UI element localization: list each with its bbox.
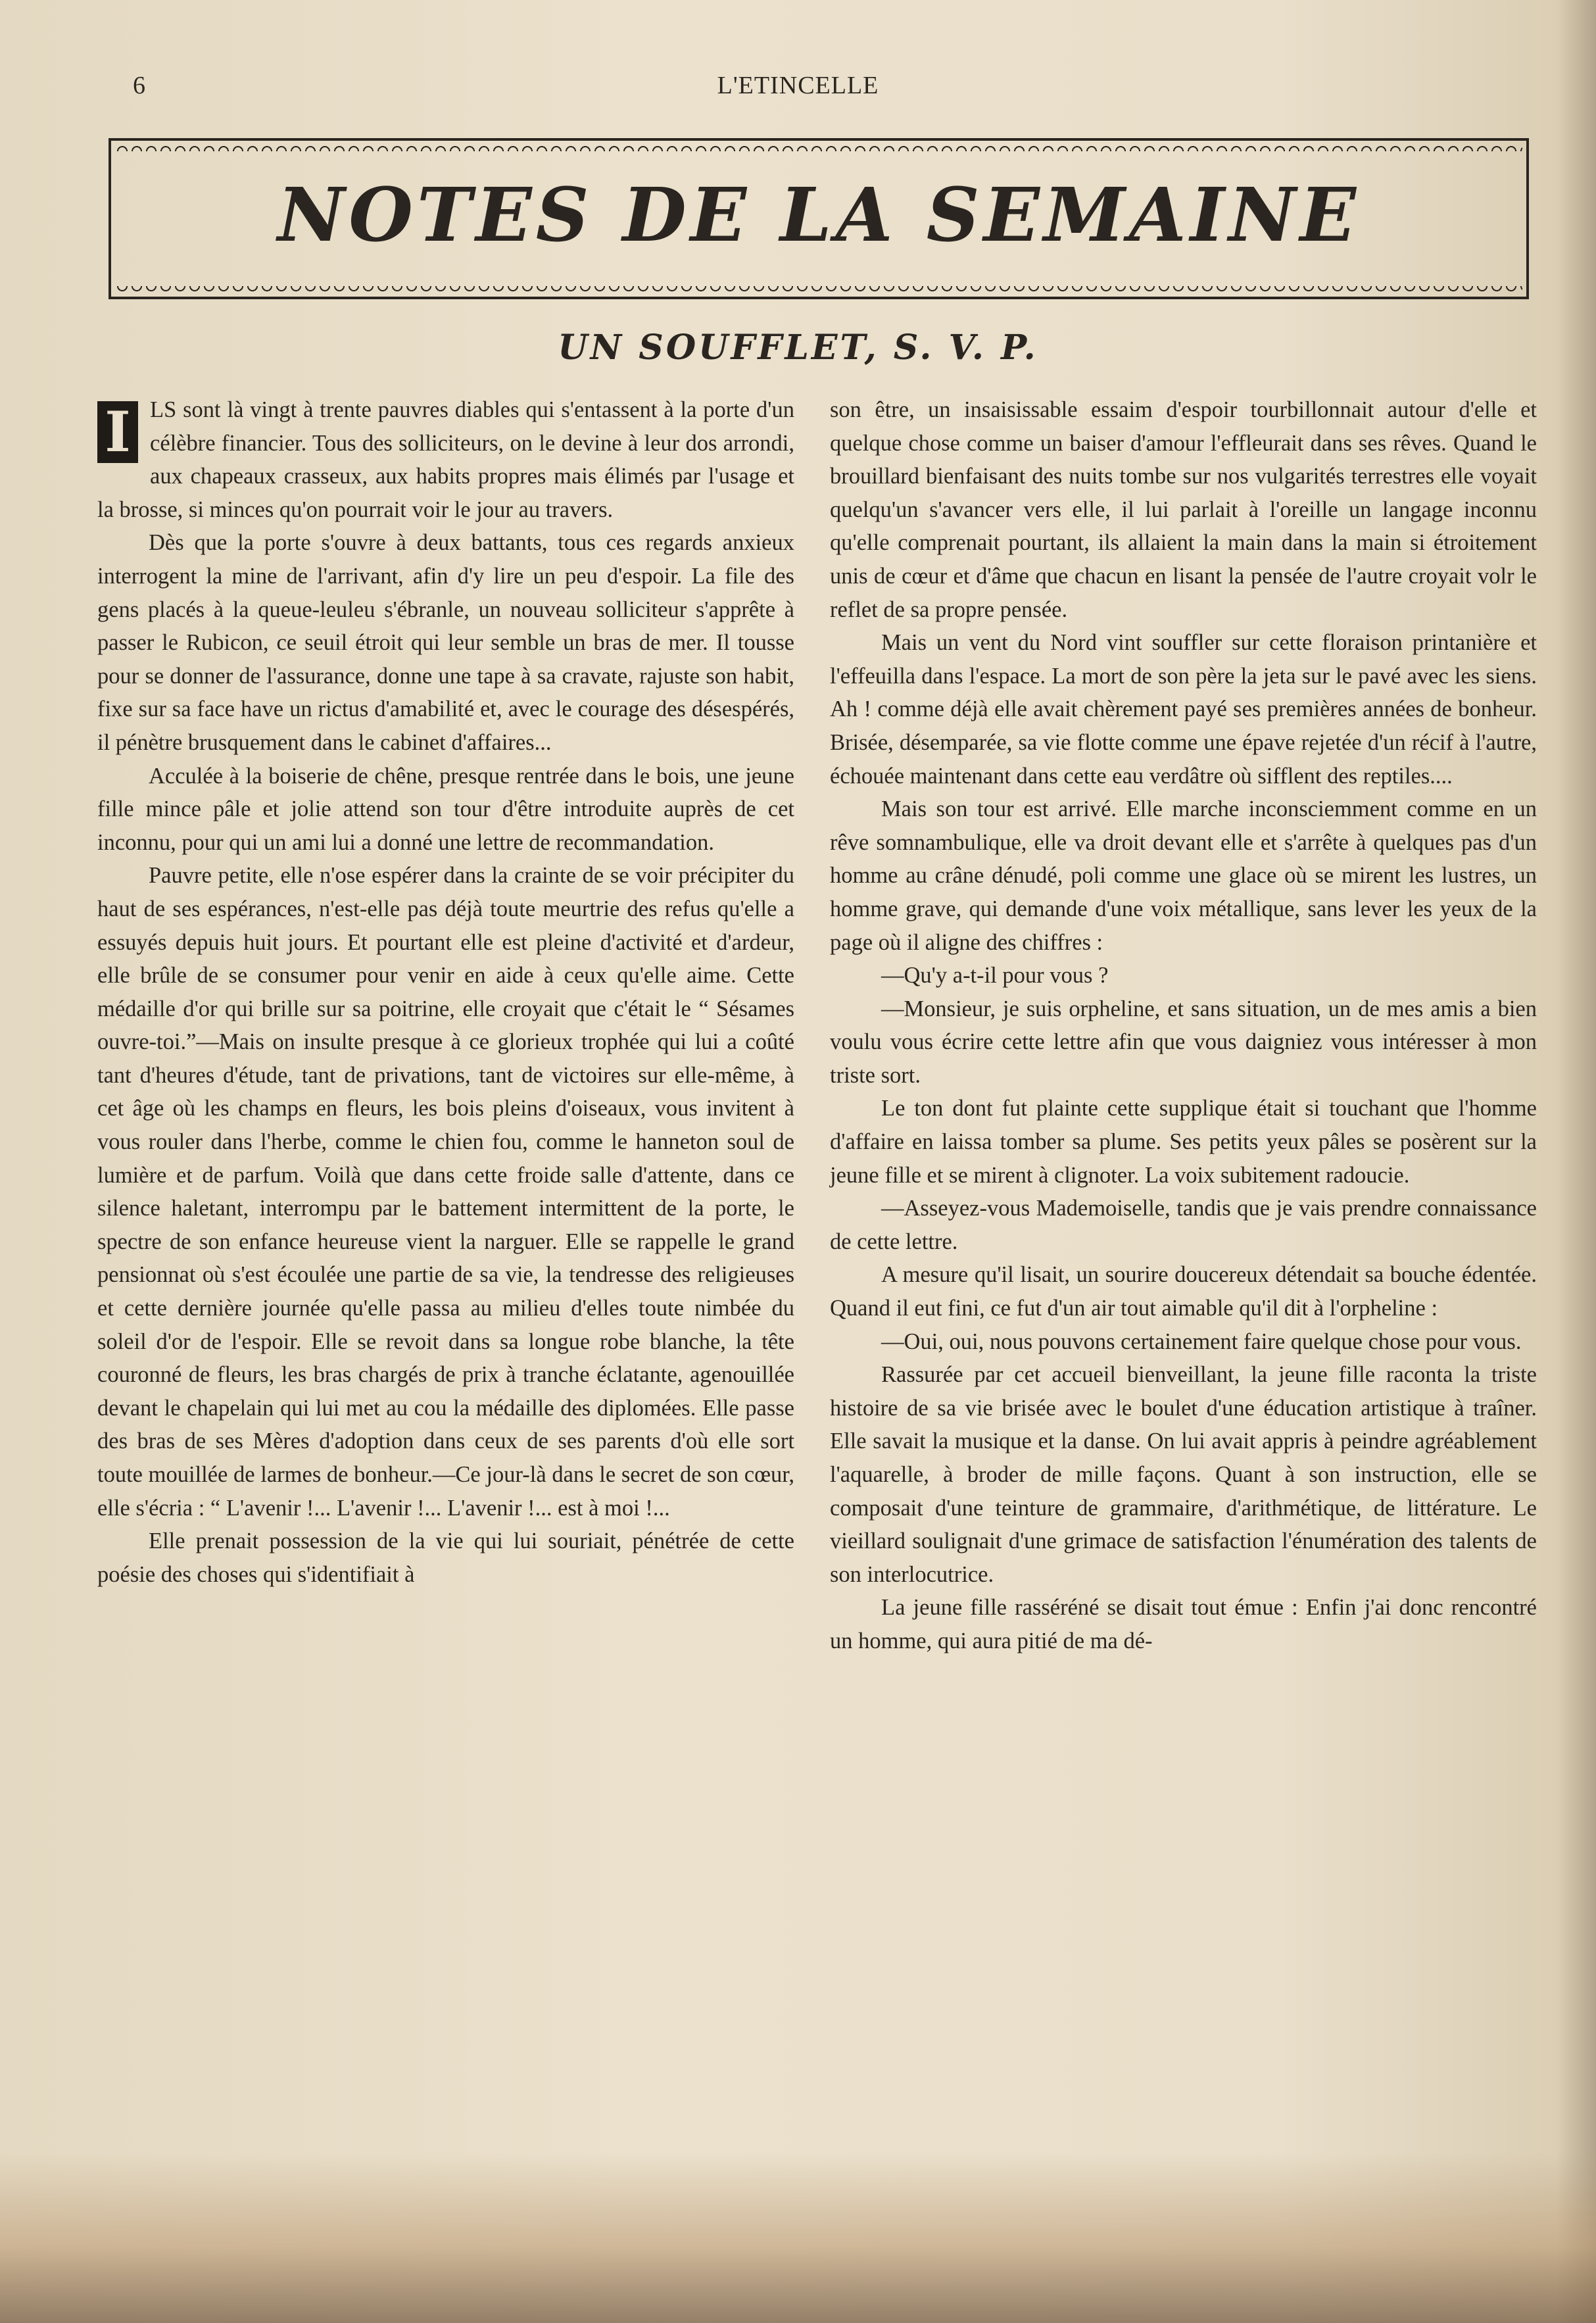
dialogue-line: —Monsieur, je suis orpheline, et sans situation, un de mes amis a bien voulu vous écrire cette lettre afin que vous daigniez vous intéresser à mon triste sort. [830,996,1537,1088]
dialogue-line: —Asseyez-vous Mademoiselle, tandis que je vais prendre connaissance de cette lettre. [830,1196,1537,1254]
journal-name: L'ETINCELLE [717,72,879,99]
paragraph: Elle prenait possession de la vie qui lui souriait, pénétrée de cette poésie des choses qui s'identifiait à [97,1528,794,1587]
paragraph: Mais un vent du Nord vint souffler sur cette floraison printanière et l'effeuilla dans l'espace. La mort de son père la jeta sur le pavé avec les siens. Ah ! comme déjà elle avait chèrement payé ses premières années de bonheur. Brisée, désemparée, sa vie flotte comme une épave rejetée d'un récif à l'autre, échouée maintenant dans cette eau verdâtre où sifflent des reptiles.... [830,630,1537,789]
paragraph [97,393,794,526]
right-column [830,393,1537,1658]
title-frame [109,138,1529,299]
paragraph: Acculée à la boiserie de chêne, presque rentrée dans le bois, une jeune fille mince pâle et jolie attend son tour d'être introduite auprès de cet inconnu, pour qui un ami lui a donné une lettre de recommandation. [97,763,794,855]
paragraph: A mesure qu'il lisait, un sourire doucereux détendait sa bouche édentée. Quand il eut fini, ce fut d'un air tout aimable qu'il dit à l'orpheline : [830,1262,1537,1321]
running-head [118,71,1478,104]
paragraph-text: LS sont là vingt à trente pauvres diables qui s'entassent à la porte d'un célèbre financier. Tous des solliciteurs, on le devine à leur dos arrondi, aux chapeaux crasseux, aux habits propres mais élimés par l'usage et la brosse, si minces qu'on pourrait voir le jour au travers. [97,397,794,522]
section-title: NOTES DE LA SEMAINE [278,172,1360,258]
paragraph: Mais son tour est arrivé. Elle marche inconsciemment comme en un rêve somnambulique, elle va droit devant elle et s'arrête à quelques pas d'un homme au crâne dénudé, poli comme une glace où se mirent les lustres, un homme grave, qui demande d'une voix métallique, sans lever les yeux de la page où il aligne des chiffres : [830,796,1537,955]
paper-stain [0,2152,1596,2323]
dialogue-line: —Qu'y a-t-il pour vous ? [881,963,1109,989]
paragraph: Le ton dont fut plainte cette supplique était si touchant que l'homme d'affaire en laissa tomber sa plume. Ses petits yeux pâles se posèrent sur la jeune fille et se mirent à clignoter. La voix subitement radoucie. [830,1096,1537,1188]
paragraph: Dès que la porte s'ouvre à deux battants, tous ces regards anxieux interrogent la mine de l'arrivant, afin d'y lire un peu d'espoir. La file des gens placés à la queue-leuleu s'ébranle, un nouveau solliciteur s'apprête à passer le Rubicon, ce seuil étroit qui leur semble un bras de mer. Il tousse pour se donner de l'assurance, donne une tape à sa cravate, rajuste son habit, fixe sur sa face have un rictus d'amabilité et, avec le courage des désespérés, il pénètre brusquement dans le cabinet d'affaires... [97,530,794,755]
page-number: 6 [133,72,146,99]
dialogue-line: —Oui, oui, nous pouvons certainement faire quelque chose pour vous. [881,1329,1522,1354]
article-title: UN SOUFFLET, S. V. P. [558,328,1038,368]
paragraph: son être, un insaisissable essaim d'espoir tourbillonnait autour d'elle et quelque chose comme un baiser d'amour l'effleurait dans ses rêves. Quand le brouillard bienfaisant des nuits tombe sur nos vulgarités terrestres elle voyait quelqu'un s'avancer vers elle, il lui parlait à l'oreille un langage inconnu qu'elle comprenait pourtant, ils allaient la main dans la main si étroitement unis de cœur et d'âme que chacun en lisant la pensée de l'autre croyait volr le reflet de sa propre pensée. [830,397,1537,622]
left-column [97,393,794,1591]
paragraph: Pauvre petite, elle n'ose espérer dans la crainte de se voir précipiter du haut de ses espérances, n'est-elle pas déjà toute meurtrie des refus qu'elle a essuyés depuis huit jours. Et pourtant elle est pleine d'activité et d'ardeur, elle brûle de se consumer pour venir en aide à ceux qu'elle aime. Cette médaille d'or qui brille sur sa poitrine, elle croyait que c'était le “ Sésames ouvre-toi.”—Mais on insulte presque à ce glorieux trophée qui lui a coûté tant d'heures d'étude, tant de privations, tant de victoires sur elle-même, à cet âge où les champs en fleurs, les bois pleins d'oiseaux, vous invitent à vous rouler dans l'herbe, comme le chien fou, comme le hanneton soul de lumière et de parfum. Voilà que dans cette froide salle d'attente, dans ce silence haletant, interrompu par le battement intermittent de la porte, le spectre de son enfance heureuse vient la narguer. Elle se rappelle le grand pensionnat où s'est écoulée une partie de sa vie, la tendresse des religieuses et cette dernière journée qu'elle passa au milieu d'elles toute nimbée du soleil d'or de l'espoir. Elle se revoit dans sa longue robe blanche, la tête couronné de fleurs, les bras chargés de prix à tranche éclatante, agenouillée devant le chapelain qui lui met au cou la médaille des diplomées. Elle passe des bras de ses Mères d'adoption dans ceux de ses parents d'où elle sort toute mouillée de larmes de bonheur.—Ce jour-là dans le secret de son cœur, elle s'écria : “ L'avenir !... L'avenir !... L'avenir !... est à moi !... [97,863,794,1521]
paragraph: Rassurée par cet accueil bienveillant, la jeune fille raconta la triste histoire de sa vie brisée avec le boulet d'une éducation artistique à traîner. Elle savait la musique et la danse. On lui avait appris à peindre agréablement l'aquarelle, à broder de mille façons. Quant à son instruction, elle se composait d'une teinture de grammaire, d'arithmétique, de littérature. Le vieillard soulignait d'une grimace de satisfaction l'énumération des talents de son interlocutrice. [830,1362,1537,1587]
drop-cap: I [97,401,138,463]
paragraph: La jeune fille rasséréné se disait tout émue : Enfin j'ai donc rencontré un homme, qui aura pitié de ma dé- [830,1595,1537,1653]
